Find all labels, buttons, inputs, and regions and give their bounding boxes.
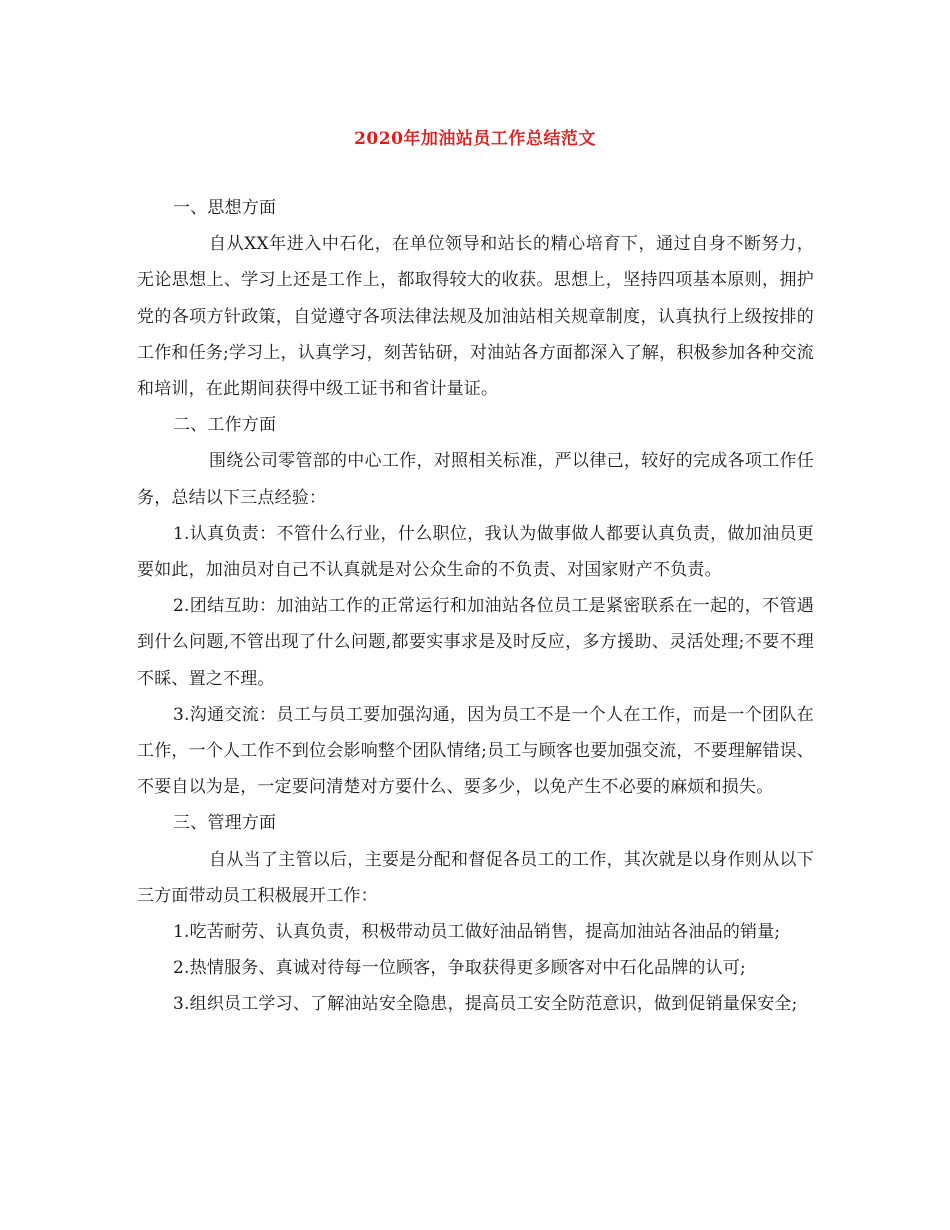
list-item-responsible: 1.认真负责：不管什么行业，什么职位，我认为做事做人都要认真负责，做加油员更要如此，加油员对自己不认真就是对公众生命的不负责、对国家财产不负责。 [137,523,814,581]
section-heading-management: 三、管理方面 [173,813,277,834]
section-heading-work: 二、工作方面 [173,415,277,436]
document-body [137,190,814,1023]
paragraph-thinking: 自从XX年进入中石化，在单位领导和站长的精心培育下，通过自身不断努力，无论思想上、学习上还是工作上，都取得较大的收获。思想上，坚持四项基本原则，拥护党的各项方针政策，自觉遵守各项法律法规及加油站相关规章制度，认真执行上级按排的工作和任务;学习上，认真学习，刻苦钻研，对油站各方面都深入了解，积极参加各种交流和培训，在此期间获得中级工证书和省计量证。 [137,234,814,400]
list-item-communication: 3.沟通交流：员工与员工要加强沟通，因为员工不是一个人在工作，而是一个团队在工作，一个人工作不到位会影响整个团队情绪;员工与顾客也要加强交流，不要理解错误、不要自以为是，一定要问清楚对方要什么、要多少，以免产生不必要的麻烦和损失。 [137,704,814,798]
list-item-teamwork: 2.团结互助：加油站工作的正常运行和加油站各位员工是紧密联系在一起的，不管遇到什么问题,不管出现了什么问题,都要实事求是及时反应，多方援助、灵活处理;不要不理不睬、置之不理。 [137,596,814,689]
list-item-sales: 1.吃苦耐劳、认真负责，积极带动员工做好油品销售，提高加油站各油品的销量; [173,922,781,943]
paragraph-management-intro: 自从当了主管以后，主要是分配和督促各员工的工作，其次就是以身作则从以下三方面带动员工积极展开工作： [137,849,814,906]
section-heading-thinking: 一、思想方面 [173,198,277,218]
paragraph-work-intro: 围绕公司零管部的中心工作，对照相关标准，严以律己，较好的完成各项工作任务，总结以下三点经验： [137,451,814,508]
list-item-service: 2.热情服务、真诚对待每一位顾客，争取获得更多顾客对中石化品牌的认可; [173,958,746,979]
list-item-safety: 3.组织员工学习、了解油站安全隐患，提高员工安全防范意识，做到促销量保安全; [173,994,798,1015]
document-title: 2020年加油站员工作总结范文 [354,129,596,149]
